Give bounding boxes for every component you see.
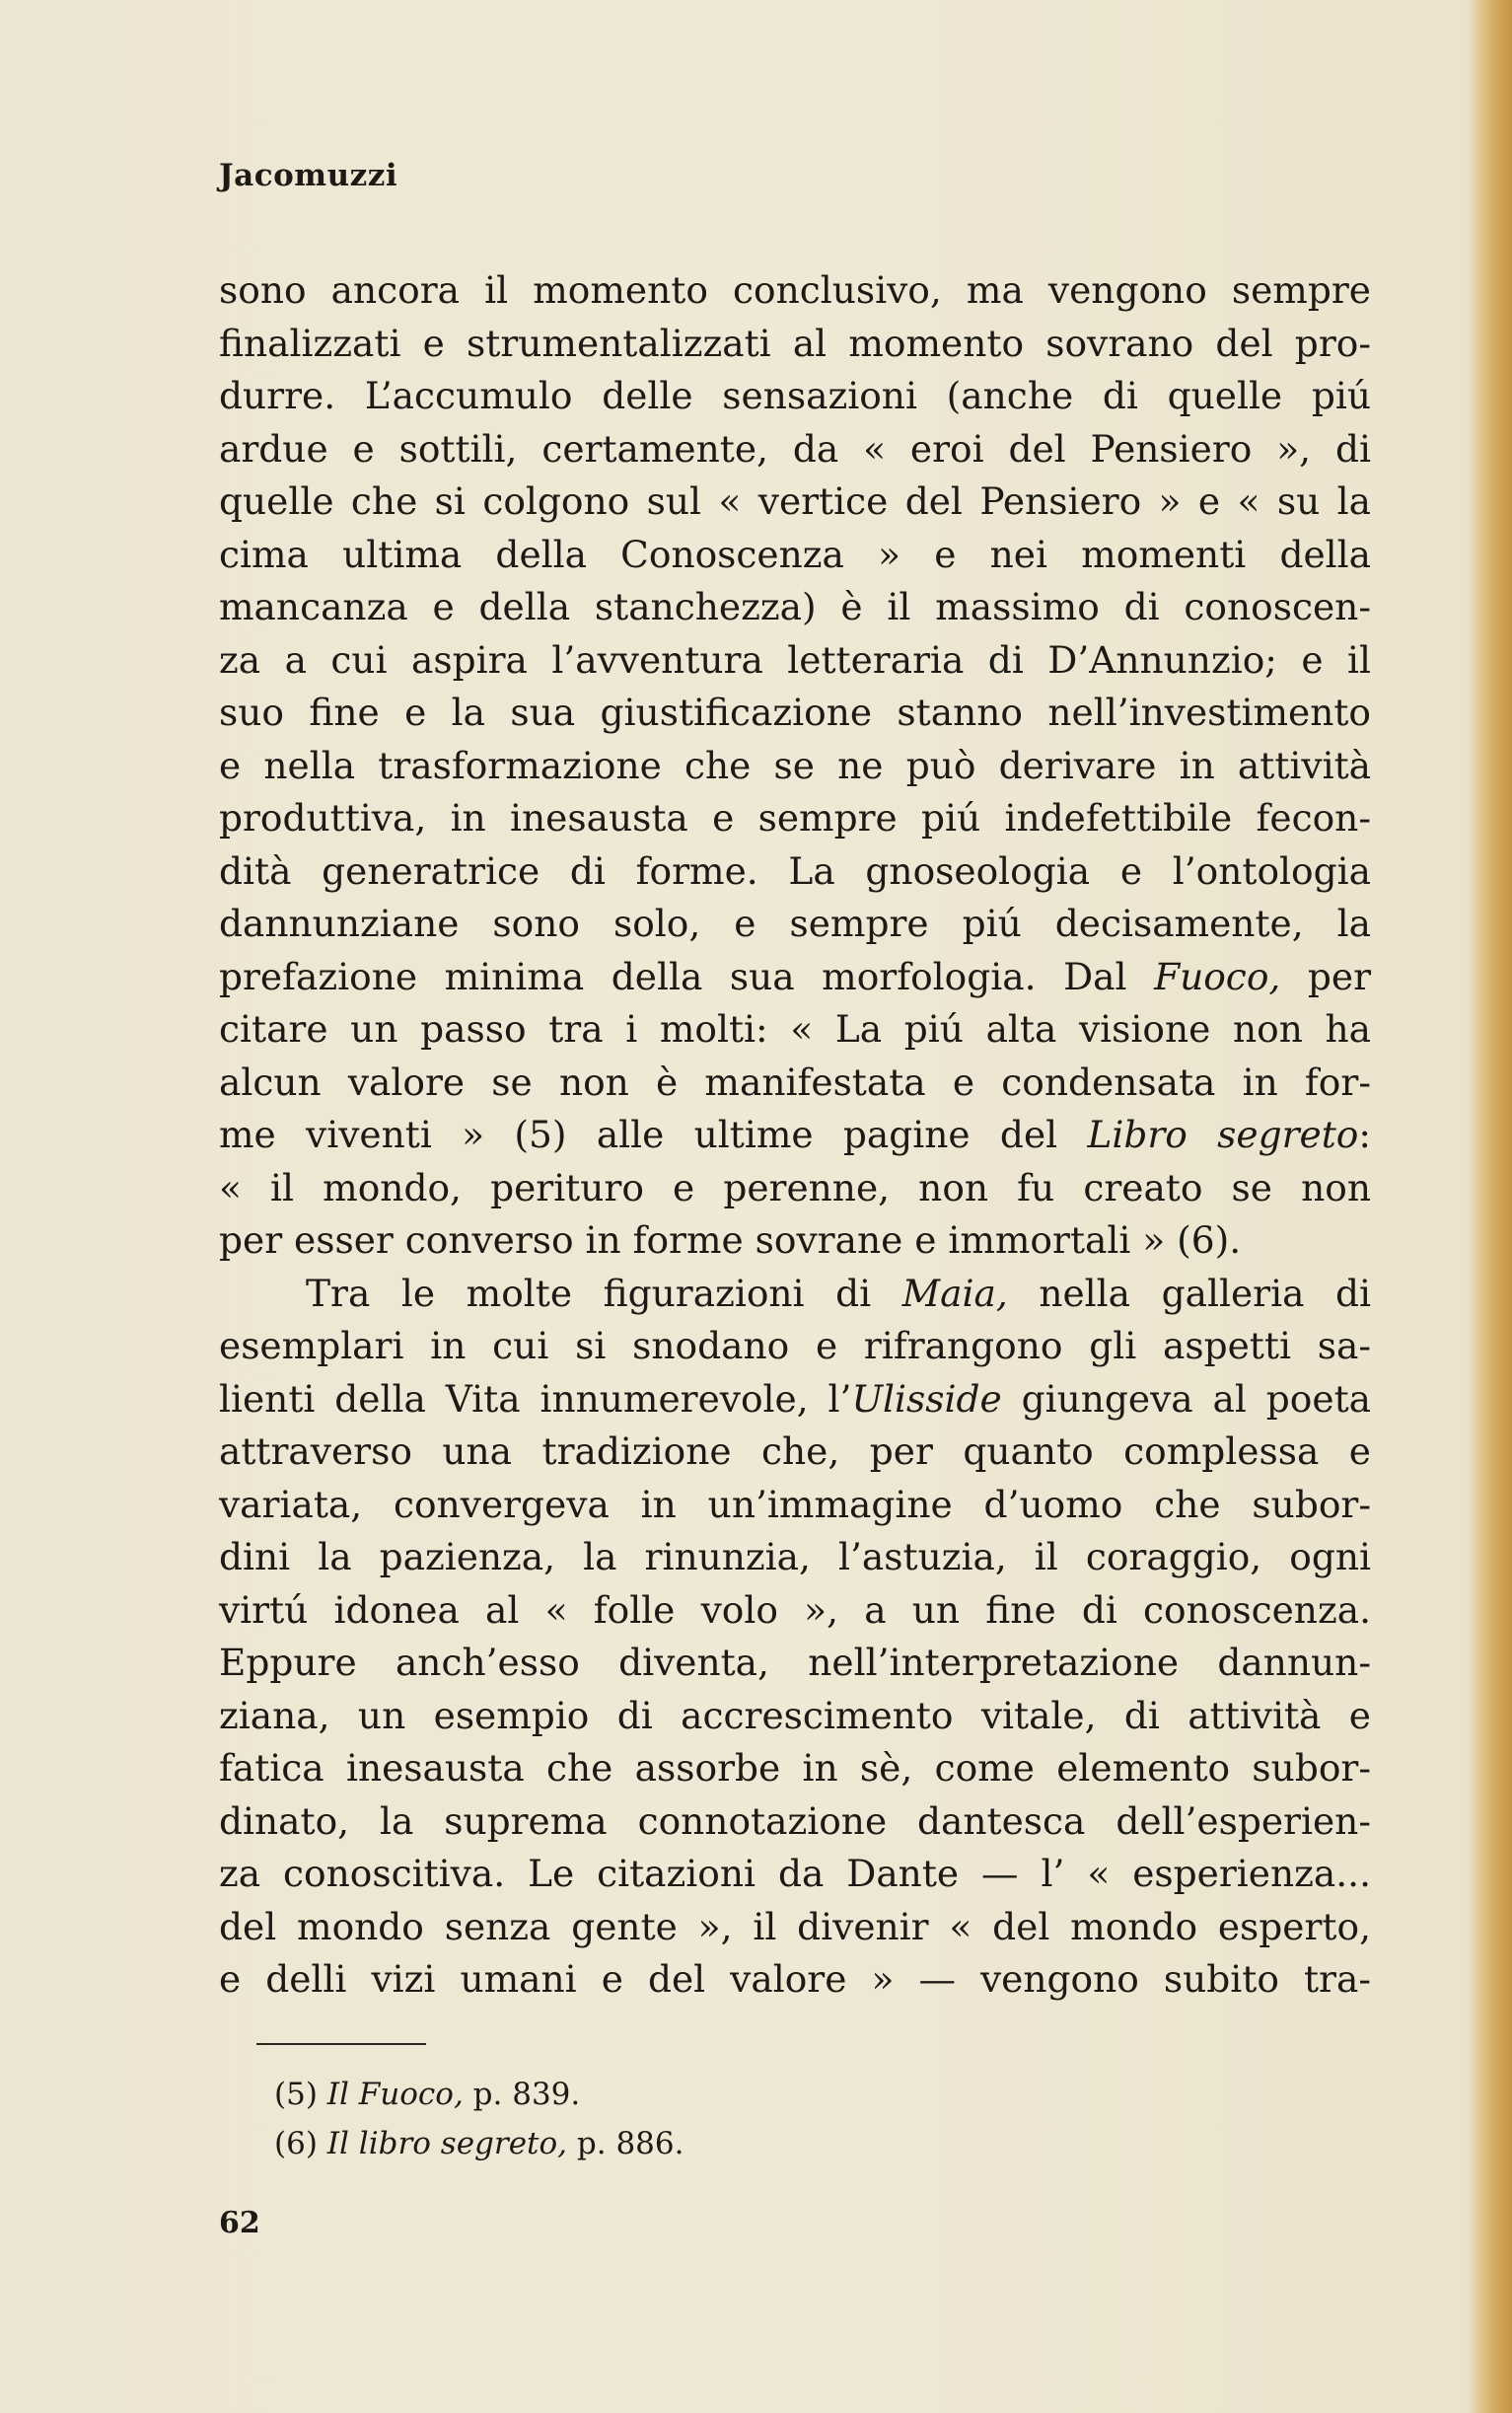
text-run: ardue e sottili, certamente, da « eroi del Pensiero », di	[219, 426, 1371, 471]
text-line	[219, 370, 1371, 423]
text-line	[219, 951, 1371, 1004]
text-run: (5)	[274, 2077, 327, 2112]
text-line	[219, 475, 1371, 529]
text-run: finalizzati e strumentalizzati al momento sovrano del pro-	[219, 321, 1371, 365]
text-run: prefazione minima della sua morfologia. Dal	[219, 954, 1155, 998]
text-run: dità generatrice di forme. La gnoseologia e l’ontologia	[219, 848, 1371, 893]
text-run: nella galleria di	[1007, 1271, 1372, 1315]
text-run: produttiva, in inesausta e sempre piú indefettibile fecon-	[219, 796, 1371, 840]
text-line	[219, 792, 1371, 845]
text-run: quelle che si colgono sul « vertice del Pensiero » e « su la	[219, 479, 1371, 523]
running-head: Jacomuzzi	[219, 158, 398, 193]
italic-text: Il libro segreto,	[326, 2126, 568, 2161]
text-line	[219, 634, 1371, 688]
text-run: dini la pazienza, la rinunzia, l’astuzia, il coraggio, ogni	[219, 1535, 1371, 1578]
text-run: per	[1280, 954, 1371, 998]
text-line	[219, 687, 1371, 740]
text-line	[219, 1848, 1371, 1901]
text-line	[219, 1637, 1371, 1690]
text-run: :	[1358, 1113, 1371, 1156]
text-line	[219, 1057, 1371, 1110]
text-line	[219, 1373, 1371, 1426]
text-run: lienti della Vita innumerevole, l’	[219, 1376, 852, 1421]
text-line	[219, 1320, 1371, 1373]
text-run: cima ultima della Conoscenza » e nei momenti della	[219, 532, 1371, 576]
text-run: giungeva al poeta	[1001, 1376, 1372, 1421]
text-run: suo fine e la sua giustificazione stanno nell’investimento	[219, 691, 1371, 734]
text-run: del mondo senza gente », il divenir « del mondo esperto,	[219, 1904, 1371, 1948]
text-run: dinato, la suprema connotazione dantesca dell’esperien-	[219, 1798, 1371, 1843]
text-run: sono ancora il momento conclusivo, ma vengono sempre	[219, 268, 1371, 312]
text-run: za a cui aspira l’avventura letteraria di D’Annunzio; e il	[219, 637, 1371, 682]
text-run: durre. L’accumulo delle sensazioni (anche di quelle piú	[219, 374, 1371, 417]
text-line	[219, 740, 1371, 793]
text-line	[219, 1214, 1371, 1268]
text-line	[219, 1953, 1371, 2007]
text-line	[219, 1742, 1371, 1795]
text-line	[219, 1426, 1371, 1479]
text-run: per esser converso in forme sovrane e immortali » (6).	[219, 1218, 1242, 1262]
text-line	[219, 318, 1371, 371]
text-line	[219, 1584, 1371, 1638]
text-run: e nella trasformazione che se ne può derivare in attività	[219, 743, 1371, 787]
text-run: me viventi » (5) alle ultime pagine del	[219, 1113, 1088, 1156]
text-run: ziana, un esempio di accrescimento vitale, di attività e	[219, 1693, 1371, 1737]
text-line	[219, 1003, 1371, 1057]
text-run: Eppure anch’esso diventa, nell’interpretazione dannun-	[219, 1641, 1371, 1684]
text-run: p. 839.	[463, 2077, 581, 2112]
italic-text: Il Fuoco,	[326, 2077, 464, 2112]
text-run: mancanza e della stanchezza) è il massimo di conoscen-	[219, 585, 1371, 628]
footnote-rule	[256, 2043, 426, 2045]
text-run: dannunziane sono solo, e sempre piú decisamente, la	[219, 902, 1371, 945]
text-run: attraverso una tradizione che, per quanto complessa e	[219, 1429, 1371, 1473]
text-line	[219, 1795, 1371, 1849]
text-run: esemplari in cui si snodano e rifrangono gli aspetti sa-	[219, 1324, 1371, 1367]
text-run: citare un passo tra i molti: « La piú alta visione non ha	[219, 1007, 1371, 1051]
text-line	[219, 581, 1371, 634]
footnote	[274, 2070, 684, 2119]
italic-text: Maia,	[901, 1271, 1008, 1315]
page-number: 62	[219, 2206, 260, 2240]
text-run: fatica inesausta che assorbe in sè, come elemento subor-	[219, 1746, 1371, 1790]
text-line	[219, 1901, 1371, 1954]
text-line	[219, 1479, 1371, 1532]
text-run: (6)	[274, 2126, 327, 2161]
text-line	[219, 1268, 1371, 1321]
text-run: variata, convergeva in un’immagine d’uomo che subor-	[219, 1482, 1371, 1526]
text-line	[219, 1531, 1371, 1584]
text-run: « il mondo, perituro e perenne, non fu creato se non	[219, 1165, 1371, 1209]
text-line	[219, 898, 1371, 951]
text-line	[219, 1690, 1371, 1743]
body-text	[219, 264, 1371, 2007]
text-line	[219, 1109, 1371, 1162]
text-line	[219, 529, 1371, 582]
text-line	[219, 423, 1371, 476]
text-line	[219, 264, 1371, 318]
italic-text: Ulisside	[851, 1376, 1002, 1421]
text-run: Tra le molte figurazioni di	[306, 1271, 902, 1315]
text-run: e delli vizi umani e del valore » — vengono subito tra-	[219, 1957, 1371, 2001]
text-line	[219, 1162, 1371, 1215]
footnote	[274, 2119, 684, 2168]
text-run: p. 886.	[567, 2126, 684, 2161]
text-run: alcun valore se non è manifestata e condensata in for-	[219, 1060, 1371, 1104]
text-run: virtú idonea al « folle volo », a un fine di conoscenza.	[219, 1587, 1371, 1632]
text-run: za conoscitiva. Le citazioni da Dante — l’ « esperienza...	[219, 1852, 1371, 1895]
text-line	[219, 845, 1371, 899]
italic-text: Fuoco,	[1154, 954, 1281, 998]
italic-text: Libro segreto	[1087, 1113, 1359, 1156]
footnotes	[274, 2070, 684, 2168]
